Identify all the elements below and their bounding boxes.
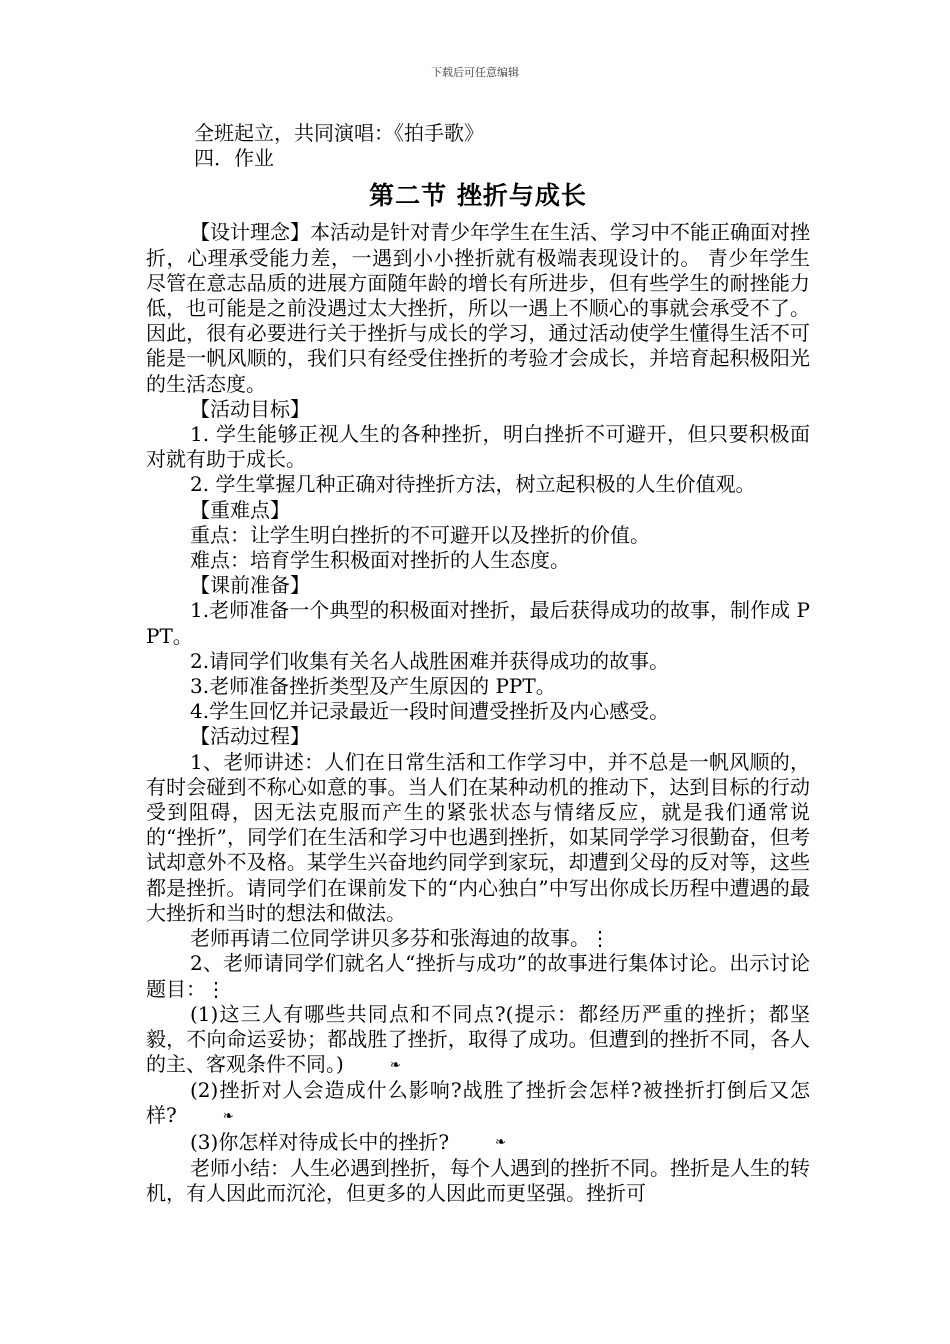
- heading-activity-goals: 【活动目标】: [190, 396, 310, 421]
- paragraph-sing: 全班起立，共同演唱：《拍手歌》: [194, 121, 484, 145]
- paragraph-question-2: (2)挫折对人会造成什么影响?战胜了挫折会怎样?被挫折打倒后又怎样?: [146, 1078, 810, 1128]
- paragraph-prep-3: 3.老师准备挫折类型及产生原因的 PPT。: [190, 674, 556, 699]
- paragraph-prep-1: 1.老师准备一个典型的积极面对挫折，最后获得成功的故事，制作成 PPT。: [146, 598, 810, 648]
- paragraph-design-concept: 【设计理念】本活动是针对青少年学生在生活、学习中不能正确面对挫折，心理承受能力差，一遇到小小挫折就有极端表现设计的。 青少年学生尽管在意志品质的进展方面随年龄的增长有所进步，但有些学生的耐挫能力低，也可能是之前没遇过太大挫折，所以一遇上不顺心的事就会承受不了。因此，很有必要进行关于挫折与成长的学习，通过活动使学生懂得生活不可能是一帆风顺的，我们只有经受住挫折的考验才会成长，并培育起积极阳光的生活态度。: [146, 220, 810, 396]
- paragraph-question-3: (3)你怎样对待成长中的挫折?: [190, 1129, 450, 1154]
- paragraph-mark-icon: ❧: [389, 1058, 401, 1073]
- section-title: 第二节 挫折与成长: [369, 181, 587, 211]
- paragraph-mark-icon: ❧: [495, 1135, 506, 1151]
- heading-preparation: 【课前准备】: [190, 573, 310, 598]
- paragraph-teacher-summary: 老师小结：人生必遇到挫折，每个人遇到的挫折不同。挫折是人生的转机，有人因此而沉沦，但更多的人因此而更坚强。挫折可: [146, 1155, 810, 1205]
- paragraph-difficult-point: 难点：培育学生积极面对挫折的人生态度。: [190, 548, 570, 573]
- paragraph-question-1: (1)这三人有哪些共同点和不同点?(提示：都经历严重的挫折；都坚毅，不向命运妥协；都战胜了挫折，取得了成功。但遭到的挫折不同，各人的主、客观条件不同。): [146, 1001, 810, 1077]
- paragraph-process-1: 1、老师讲述：人们在日常生活和工作学习中，并不总是一帆风顺的，有时会碰到不称心如意的事。当人们在某种动机的推动下，达到目标的行动受到阻碍，因无法克服而产生的紧张状态与情绪反应，就是我们通常说的“挫折”，同学们在生活和学习中也遇到挫折，如某同学学习很勤奋，但考试却意外不及格。某学生兴奋地约同学到家玩，却遭到父母的反对等，这些都是挫折。请同学们在课前发下的“内心独白”中写出你成长历程中遭遇的最大挫折和当时的想法和做法。: [146, 749, 810, 925]
- paragraph-process-2: 2、老师请同学们就名人“挫折与成功”的故事进行集体讨论。出示讨论题目：⋮: [146, 951, 810, 1001]
- paragraph-mark-icon: ❧: [222, 1109, 234, 1125]
- paragraph-prep-4: 4.学生回忆并记录最近一段时间遭受挫折及内心感受。: [190, 699, 670, 724]
- paragraph-homework-heading: 四．作业: [194, 146, 274, 171]
- paragraph-prep-2: 2.请同学们收集有关名人战胜困难并获得成功的故事。: [190, 648, 670, 673]
- paragraph-goal-2: 2. 学生掌握几种正确对待挫折方法，树立起积极的人生价值观。: [190, 472, 756, 497]
- page-header: 下载后可任意编辑: [431, 66, 519, 79]
- paragraph-goal-1: 1. 学生能够正视人生的各种挫折，明白挫折不可避开，但只要积极面对就有助于成长。: [146, 422, 810, 472]
- paragraph-stories: 老师再请二位同学讲贝多芬和张海迪的故事。⋮: [190, 926, 610, 951]
- heading-activity-process: 【活动过程】: [190, 724, 310, 749]
- heading-key-points: 【重难点】: [190, 497, 290, 522]
- paragraph-key-point: 重点：让学生明白挫折的不可避开以及挫折的价值。: [190, 522, 650, 547]
- document-body: [146, 121, 810, 1206]
